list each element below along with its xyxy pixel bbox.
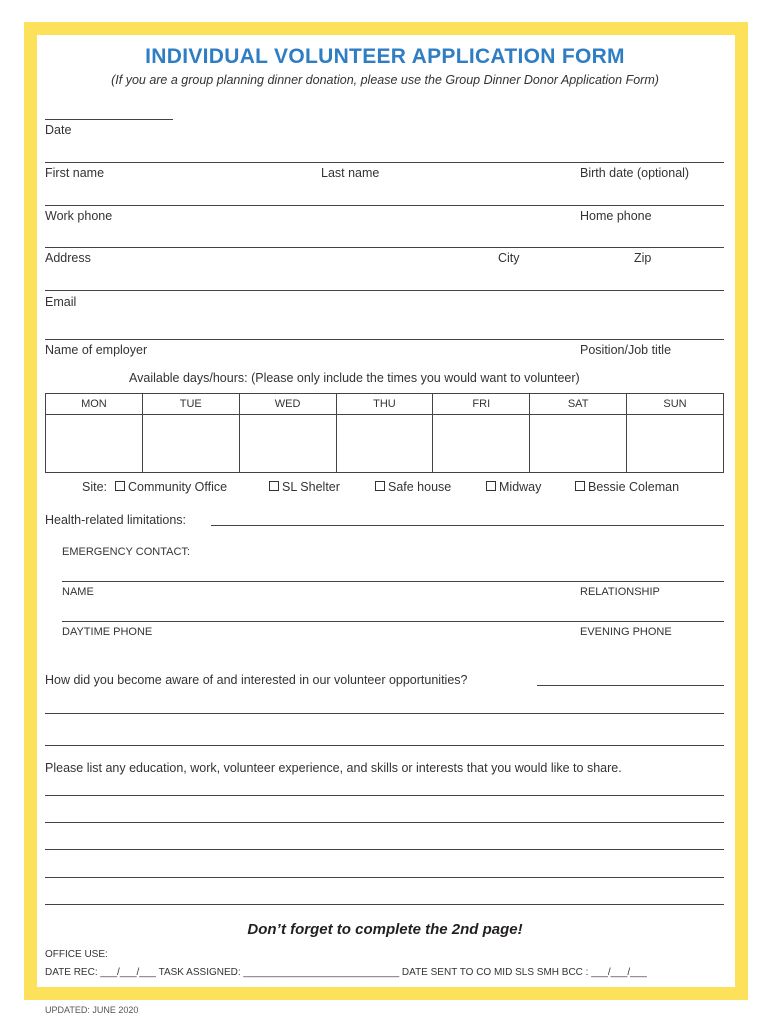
date-line[interactable] <box>45 119 173 120</box>
updated-note: UPDATED: JUNE 2020 <box>45 1005 139 1015</box>
availability-cell-sat[interactable] <box>530 415 627 473</box>
aware-line-2[interactable] <box>45 713 724 714</box>
availability-cell-sun[interactable] <box>627 415 724 473</box>
checkbox-icon <box>115 481 125 491</box>
availability-table <box>45 393 724 473</box>
skills-line-5[interactable] <box>45 904 724 905</box>
aware-line-1[interactable] <box>537 685 724 686</box>
employer-line[interactable] <box>45 339 724 340</box>
checkbox-icon <box>269 481 279 491</box>
availability-cell-wed[interactable] <box>239 415 336 473</box>
emergency-daytime-label: DAYTIME PHONE <box>62 626 153 638</box>
day-header: SAT <box>530 394 627 415</box>
name-line[interactable] <box>45 162 724 163</box>
phone-line[interactable] <box>45 205 724 206</box>
last-name-label: Last name <box>321 166 380 180</box>
emergency-heading: EMERGENCY CONTACT: <box>62 546 190 558</box>
date-label: Date <box>45 123 72 137</box>
site-option-sl-shelter[interactable]: SL Shelter <box>269 480 340 494</box>
emergency-name-line[interactable] <box>62 581 724 582</box>
form-title: INDIVIDUAL VOLUNTEER APPLICATION FORM <box>145 45 625 68</box>
zip-label: Zip <box>634 251 652 265</box>
emergency-evening-label: EVENING PHONE <box>580 626 672 638</box>
emergency-name-label: NAME <box>62 586 94 598</box>
availability-cell-fri[interactable] <box>433 415 530 473</box>
site-option-community-office[interactable]: Community Office <box>115 480 227 494</box>
availability-cell-tue[interactable] <box>142 415 239 473</box>
day-header: WED <box>239 394 336 415</box>
availability-cell-thu[interactable] <box>336 415 433 473</box>
day-header: TUE <box>142 394 239 415</box>
day-header: THU <box>336 394 433 415</box>
first-name-label: First name <box>45 166 105 180</box>
skills-line-2[interactable] <box>45 822 724 823</box>
employer-label: Name of employer <box>45 343 148 357</box>
day-header: FRI <box>433 394 530 415</box>
availability-prompt: Available days/hours: (Please only include the times you would want to volunteer) <box>129 371 580 385</box>
skills-line-4[interactable] <box>45 877 724 878</box>
email-line[interactable] <box>45 290 724 291</box>
emergency-phone-line[interactable] <box>62 621 724 622</box>
position-label: Position/Job title <box>580 343 672 357</box>
email-label: Email <box>45 295 77 309</box>
day-header: SUN <box>627 394 724 415</box>
skills-line-3[interactable] <box>45 849 724 850</box>
address-line[interactable] <box>45 247 724 248</box>
skills-question: Please list any education, work, volunteer experience, and skills or interests that you would like to share. <box>45 761 622 775</box>
aware-line-3[interactable] <box>45 745 724 746</box>
day-header: MON <box>46 394 143 415</box>
health-label: Health-related limitations: <box>45 513 187 527</box>
aware-question: How did you become aware of and interested in our volunteer opportunities? <box>45 673 468 687</box>
health-line[interactable] <box>211 525 724 526</box>
site-option-safe-house[interactable]: Safe house <box>375 480 451 494</box>
checkbox-icon <box>486 481 496 491</box>
office-use-heading: OFFICE USE: <box>45 949 108 960</box>
home-phone-label: Home phone <box>580 209 652 223</box>
checkbox-icon <box>375 481 385 491</box>
availability-header-row <box>46 394 724 415</box>
office-use-line: DATE REC: ___/___/___ TASK ASSIGNED: ____________________________ DATE SENT TO CO MID SLS SMH BCC : ___/___/___ <box>45 967 647 978</box>
site-option-midway[interactable]: Midway <box>486 480 541 494</box>
form-subtitle: (If you are a group planning dinner donation, please use the Group Dinner Donor Application Form) <box>111 73 659 87</box>
work-phone-label: Work phone <box>45 209 113 223</box>
site-label: Site: <box>82 480 108 494</box>
checkbox-icon <box>575 481 585 491</box>
site-option-bessie-coleman[interactable]: Bessie Coleman <box>575 480 679 494</box>
birth-date-label: Birth date (optional) <box>580 166 690 180</box>
address-label: Address <box>45 251 91 265</box>
availability-cell-mon[interactable] <box>46 415 143 473</box>
availability-input-row <box>46 415 724 473</box>
emergency-relationship-label: RELATIONSHIP <box>580 586 660 598</box>
city-label: City <box>498 251 520 265</box>
second-page-reminder: Don’t forget to complete the 2nd page! <box>247 921 523 938</box>
skills-line-1[interactable] <box>45 795 724 796</box>
